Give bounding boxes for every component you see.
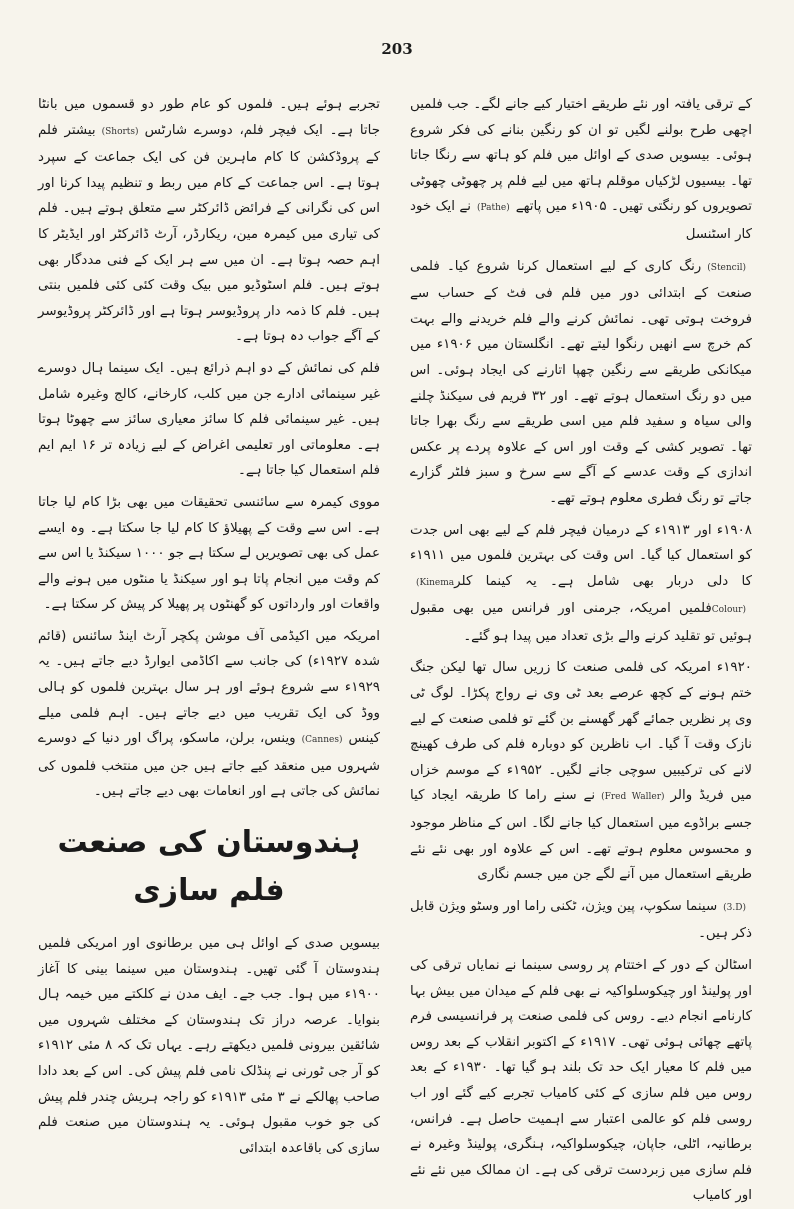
paragraph: مووی کیمرہ سے سائنسی تحقیقات میں بھی بڑا کام لیا جاتا ہے۔ اس سے وقت کے پھیلاؤ کا کام لیا جا سکتا ہے۔ وہ ایسے عمل کی بھی تصویریں لے سکتا ہے جو ۱۰۰۰ سیکنڈ یا اس سے کم وقت میں انجام پاتا ہو اور سیکنڈ یا منٹوں میں ہونے والے واقعات اور وارداتوں کو گھنٹوں پر پھیلا کر پیش کر سکتا ہے۔ (38, 494, 380, 613)
paragraph: (3.D)سینما سکوپ، پین ویژن، ٹکنی راما اور وسٹو ویژن قابل ذکر ہیں۔ (410, 898, 752, 942)
paragraph: ۱۹۲۰ء امریکہ کی فلمی صنعت کا زریں سال تھا لیکن جنگ ختم ہونے کے کچھ عرصے بعد ٹی وی نے رواج پکڑا۔ لوگ ٹی وی پر نظریں جمائے گھر گھسنے بن گئے تو فلمی صنعت کے لیے نازک وقت آ گیا۔ اب ناظرین کو دوبارہ فلم کی طرف کھینچ لانے کی ترکیبیں سوچی جانے لگیں۔ ۱۹۵۲ء کے موسم خزاں میں فریڈ والر(Fred Waller)نے سنے راما کا طریقہ ایجاد کیا جسے براڈوے میں استعمال کیا جانے لگا۔ اس کے مناظر موجود و محسوس معلوم ہوتے تھے۔ اس کے علاوہ اور بھی نئے نئے طریقے استعمال میں آنے لگے جن میں جسم نگاری (410, 660, 752, 883)
page-number: 203 (381, 40, 413, 58)
paragraph: بیسویں صدی کے اوائل ہی میں برطانوی اور امریکی فلمیں ہندوستان آ گئی تھیں۔ ہندوستان میں سینما بینی کا آغاز ۱۹۰۰ء میں ہوا۔ جب جے۔ ایف مدن نے کلکتے میں خیمہ ہال بنوایا۔ عرصہ دراز تک ہندوستان کے مختلف شہروں میں شائقین بیرونی فلمیں دیکھتے رہے۔ یہاں تک کہ ۸ مئی ۱۹۱۲ء کو آر جی ٹورنی نے پنڈلک نامی فلم پیش کی۔ اس کے بعد دادا صاحب پھالکے نے ۳ مئی ۱۹۱۳ء کو راجہ ہریش چندر فلم پیش کی جو خوب مقبول ہوئی۔ یہ ہندوستان میں صنعت فلم سازی کی باقاعدہ ابتدائی (38, 936, 380, 1156)
paragraph: ۱۹۰۸ء اور ۱۹۱۳ء کے درمیان فیچر فلم کے لیے بھی اس جدت کو استعمال کیا گیا۔ اس وقت کی بہترین فلموں میں ۱۹۱۱ء کا دلی دربار بھی شامل ہے۔ یہ کینما کلر(Kinema Colour)فلمیں امریکہ، جرمنی اور فرانس میں بھی مقبول ہوئیں تو تقلید کرنے والے بڑی تعداد میں پیدا ہو گئے۔ (410, 522, 752, 644)
paragraph: فلم کی نمائش کے دو اہم ذرائع ہیں۔ ایک سینما ہال دوسرے غیر سینمائی ادارے جن میں کلب، کارخانے، کالج وغیرہ شامل ہیں۔ غیر سینمائی فلم کا سائز معیاری سائز سے چھوٹا ہوتا ہے۔ معلوماتی اور تعلیمی اغراض کے لیے زیادہ تر ۱۶ ایم ایم فلم استعمال کیا جاتا ہے۔ (38, 360, 380, 479)
paragraph: اسٹالن کے دور کے اختتام پر روسی سینما نے نمایاں ترقی کی اور پولینڈ اور چیکوسلواکیہ نے بھی فلم کے میدان میں بیش بہا کارنامے انجام دیے۔ روس کی فلمی صنعت پر فرانسیسی فرم پاتھے چھائی ہوئی تھی۔ ۱۹۱۷ء کے اکتوبر انقلاب کے بعد روس میں فلم کا معیار ایک حد تک بلند ہو گیا تھا۔ ۱۹۳۰ء کے بعد روس میں فلم سازی کے کئی کامیاب تجربے کیے گئے اور اب روسی فلم کو عالمی اعتبار سے اہمیت حاصل ہے۔ فرانس، برطانیہ، اٹلی، جاپان، چیکوسلواکیہ، ہنگری، پولینڈ وغیرہ نے فلم سازی میں زبردست ترقی کی ہے۔ ان ممالک میں نئے نئے اور کامیاب (410, 958, 752, 1204)
section-heading: ہندوستان کی صنعت فلم سازی (57, 825, 361, 909)
paragraph: (Stencil)رنگ کاری کے لیے استعمال کرنا شروع کیا۔ فلمی صنعت کے ابتدائی دور میں فلم فی فٹ کے حساب سے فروخت ہوتی تھی۔ نمائش کرنے والے فلم خریدنے والے بہت کم خرچ سے انھیں رنگوا لیتے تھے۔ انگلستان میں ۱۹۰۶ء میں میکانکی طریقے سے رنگین چھپا اتارنے کی ایجاد ہوئی۔ اس میں دو رنگ استعمال ہوتے تھے۔ اور ۳۲ فریم فی سیکنڈ چلنے والی سیاہ و سفید فلم میں اسی طریقے سے رنگ بھرا جاتا تھا۔ تصویر کشی کے وقت اور اس کے علاوہ پردے پر عکس اندازی کے وقت عدسے کے آگے سے سرخ و سبز فلٹر گزارے جاتے تو رنگ فطری معلوم ہوتے تھے۔ (410, 258, 752, 506)
paragraph: امریکہ میں اکیڈمی آف موشن پکچر آرٹ اینڈ سائنس (قائم شدہ ۱۹۲۷ء) کی جانب سے اکاڈمی ایوارڈ دیے جاتے ہیں۔ یہ ۱۹۲۹ء سے شروع ہوئے اور ہر سال بہترین فلموں کو ہالی ووڈ کی ایک تقریب میں دیے جاتے ہیں۔ اہم فلمی میلے کینس(Cannes)وینس، برلن، ماسکو، پراگ اور دنیا کے دوسرے شہروں میں منعقد کیے جاتے ہیں جن میں منتخب فلموں کی نمائش کی جاتی ہے اور انعامات بھی دیے جاتے ہیں۔ (38, 628, 380, 800)
paragraph: تجربے ہوئے ہیں۔ فلموں کو عام طور دو قسموں میں بانٹا جاتا ہے۔ ایک فیچر فلم، دوسرے شارٹس(Shorts)بیشتر فلم کے پروڈکشن کا کام ماہرین فن کی ایک جماعت کے سپرد ہوتا ہے۔ اس جماعت کے کام میں ربط و تنظیم پیدا کرنا اور اس کی نگرانی کے فرائض ڈائرکٹر سے متعلق ہوتے ہیں۔ فلم کی تیاری میں کیمرہ مین، ریکارڈر، آرٹ ڈائرکٹر اور ایڈیٹر کا اہم حصہ ہوتا ہے۔ ان میں سے ہر ایک کے فنی مددگار بھی ہوتے ہیں۔ فلم اسٹوڈیو میں بیک وقت کئی کئی فلمیں بنتی ہیں۔ فلم کا ذمہ دار پروڈیوسر ہوتا ہے اور ڈائرکٹر پروڈیوسر کے آگے جواب دہ ہوتا ہے۔ (38, 97, 380, 345)
paragraph: کے ترقی یافتہ اور نئے طریقے اختیار کیے جانے لگے۔ جب فلمیں اچھی طرح بولنے لگیں تو ان کو رنگین بنانے کی فکر شروع ہوئی۔ بیسویں صدی کے اوائل میں فلم کو ہاتھ سے رنگا جاتا تھا۔ بیسیوں لڑکیاں موقلم ہاتھ میں لیے فلم پر چھوٹی چھوٹی تصویروں کو رنگتی تھیں۔ ۱۹۰۵ء میں پاتھے(Pathe)نے ایک خود کار اسٹنسل (410, 97, 752, 242)
right-column (410, 92, 752, 1204)
left-column (38, 92, 380, 1156)
